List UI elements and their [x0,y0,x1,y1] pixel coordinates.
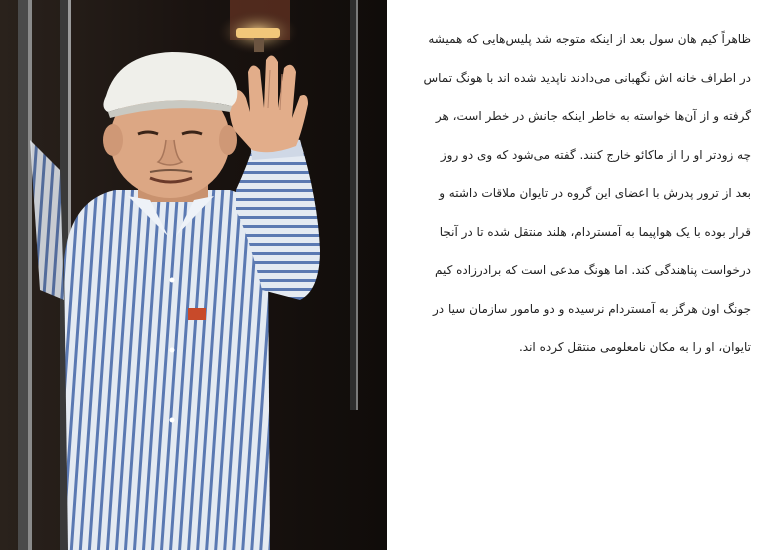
article-line-4: چه زودتر او را از ماکائو خارج کنند. گفته می‌شود که وی دو روز [440,147,751,162]
article-line-9: تایوان، او را به مکان نامعلومی منتقل کرده اند. [518,340,751,354]
article-text [387,0,760,550]
article-line-8: جونگ اون هرگز به آمستردام نرسیده و دو مامور سازمان سیا در [432,301,751,316]
article-line-5: بعد از ترور پدرش با اعضای این گروه در تایوان ملاقات داشته و [439,186,751,200]
article-line-2: در اطراف خانه اش نگهبانی می‌دادند ناپدید شده اند با هونگ تماس [423,70,751,85]
article-line-7: درخواست پناهندگی کند. اما هونگ مدعی است که برادرزاده کیم [434,263,751,277]
article-line-1: ظاهراً کیم هان سول بعد از اینکه متوجه شد پلیس‌هایی که همیشه [428,32,751,46]
article-line-3: گرفته و از آن‌ها خواسته به خاطر اینکه جانش در خطر است، هر [435,109,751,123]
article-line-6: قرار بوده با یک هواپیما به آمستردام، هلند منتقل شده تا در آنجا [439,224,751,239]
